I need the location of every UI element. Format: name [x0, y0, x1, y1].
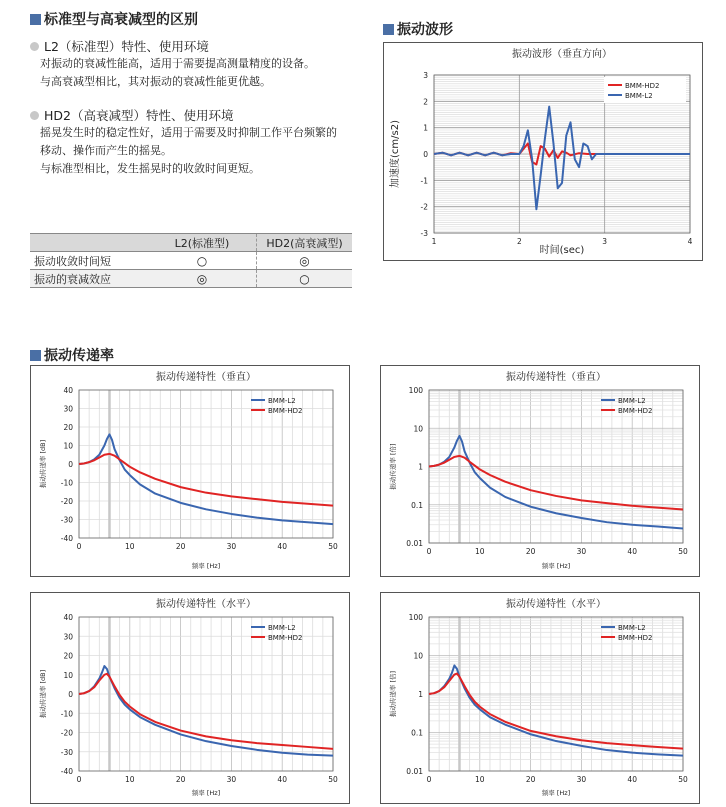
- x-tick-label: 10: [125, 542, 135, 551]
- y-tick-label: 10: [413, 424, 423, 434]
- x-tick-label: 20: [525, 775, 536, 784]
- y-tick-label: -30: [60, 747, 73, 757]
- table-header-cell: HD2(高衰减型): [257, 234, 353, 252]
- section-title-waveform: [383, 19, 453, 39]
- l2-line: 对振动的衰减性能高，适用于需要提高测量精度的设备。: [40, 57, 315, 70]
- y-tick-label: 100: [408, 386, 423, 395]
- y-tick-label: 10: [63, 670, 73, 680]
- x-tick-label: 30: [226, 542, 237, 551]
- y-tick-label: 0.1: [411, 500, 423, 510]
- legend-label: BMM-L2: [625, 92, 653, 100]
- y-tick-label: 1: [418, 690, 423, 699]
- y-axis-label: 振动传递率 [倍]: [389, 443, 397, 490]
- y-axis-label: 加速度(cm/s2): [390, 120, 401, 188]
- y-tick-label: -10: [60, 709, 73, 719]
- section-title-text: 标准型与高衰减型的区别: [44, 12, 198, 28]
- y-tick-label: 0: [68, 460, 73, 469]
- transmissibility-horizontal-log-box: [380, 592, 700, 804]
- transmissibility-vertical-log-box: [380, 365, 700, 577]
- y-tick-label: 1: [423, 123, 428, 133]
- series-line-bmm-l2: [79, 666, 333, 756]
- series-line-bmm-l2: [79, 434, 333, 524]
- series-line-bmm-l2: [429, 436, 683, 529]
- x-tick-label: 50: [328, 775, 338, 784]
- x-tick-label: 40: [277, 542, 287, 551]
- series-line-bmm-hd2: [79, 454, 333, 506]
- y-tick-label: 0: [68, 690, 73, 699]
- section-title-text: 振动波形: [397, 22, 453, 38]
- y-tick-label: 2: [423, 97, 428, 107]
- bullet-dot-icon: [30, 42, 39, 51]
- y-tick-label: -20: [60, 728, 73, 738]
- y-tick-label: 3: [423, 71, 428, 80]
- y-tick-label: 20: [63, 651, 73, 661]
- transmissibility-horizontal-db-chart: [31, 593, 349, 803]
- y-tick-label: 0.1: [411, 728, 423, 738]
- table-row: [30, 252, 352, 270]
- series-line-bmm-l2: [429, 666, 683, 756]
- legend-label: BMM-HD2: [625, 82, 660, 90]
- y-tick-label: 40: [63, 613, 73, 622]
- series-line-bmm-hd2: [429, 456, 683, 510]
- waveform-chart-box: [383, 42, 703, 261]
- legend-label: BMM-L2: [268, 624, 296, 632]
- y-axis-label: 振动传递率 [倍]: [389, 670, 397, 718]
- table-mark: ◎: [257, 252, 353, 270]
- y-tick-label: -10: [60, 478, 73, 488]
- chart-title: 振动传递特性（水平）: [506, 599, 606, 610]
- x-tick-label: 40: [277, 775, 287, 784]
- y-tick-label: -3: [420, 229, 428, 238]
- x-tick-label: 50: [678, 775, 688, 784]
- hd2-description: [40, 124, 337, 178]
- legend-label: BMM-L2: [618, 624, 646, 632]
- x-tick-label: 2: [516, 237, 522, 246]
- l2-line: 与高衰减型相比，其对振动的衰减性能更优越。: [40, 75, 271, 88]
- x-tick-label: 0: [426, 547, 432, 556]
- x-tick-label: 3: [602, 237, 608, 246]
- y-axis-label: 振动传递率 [dB]: [39, 439, 47, 489]
- l2-description: [40, 55, 315, 91]
- legend-label: BMM-HD2: [618, 407, 653, 415]
- y-tick-label: 10: [413, 651, 423, 661]
- hd2-line: 与标准型相比，发生摇晃时的收敛时间更短。: [40, 162, 260, 175]
- y-tick-label: 100: [408, 613, 423, 622]
- transmissibility-horizontal-log-chart: [381, 593, 699, 803]
- y-tick-label: -40: [60, 534, 73, 543]
- x-tick-label: 10: [125, 775, 135, 784]
- x-tick-label: 10: [475, 547, 485, 556]
- bullet-dot-icon: [30, 111, 39, 120]
- table-mark: ◎: [148, 270, 257, 288]
- y-tick-label: -30: [60, 515, 73, 525]
- hd2-line: 摇晃发生时的稳定性好，适用于需要及时抑制工作平台频繁的: [40, 126, 337, 139]
- x-tick-label: 0: [426, 775, 432, 784]
- x-tick-label: 40: [627, 547, 637, 556]
- x-tick-label: 30: [226, 775, 237, 784]
- x-tick-label: 1: [431, 237, 437, 246]
- hd2-heading: [30, 106, 233, 124]
- y-tick-label: 0: [423, 150, 428, 159]
- y-tick-label: -1: [420, 176, 428, 186]
- x-axis-label: 频率 [Hz]: [191, 789, 221, 797]
- x-tick-label: 20: [525, 547, 536, 556]
- table-row-label: 振动的衰减效应: [30, 270, 148, 288]
- table-header-row: [30, 234, 352, 252]
- chart-title: 振动波形（垂直方向）: [512, 49, 612, 60]
- section-title-comparison: [30, 9, 198, 29]
- x-tick-label: 10: [475, 775, 485, 784]
- table-header-cell: L2(标准型): [148, 234, 257, 252]
- y-tick-label: 10: [63, 441, 73, 451]
- square-bullet-icon: [30, 14, 41, 25]
- chart-title: 振动传递特性（垂直）: [156, 372, 256, 383]
- section-title-text: 振动传递率: [44, 348, 114, 364]
- x-axis-label: 频率 [Hz]: [541, 789, 571, 797]
- y-tick-label: 30: [63, 632, 73, 642]
- x-tick-label: 40: [627, 775, 637, 784]
- x-axis-label: 频率 [Hz]: [541, 562, 571, 570]
- waveform-chart: [384, 43, 702, 260]
- y-tick-label: 1: [418, 462, 423, 472]
- section-title-transmissibility: [30, 345, 114, 365]
- x-axis-label: 时间(sec): [539, 245, 585, 256]
- legend-label: BMM-HD2: [268, 634, 303, 642]
- y-tick-label: 0.01: [406, 767, 423, 776]
- hd2-line: 移动、操作而产生的摇晃。: [40, 144, 172, 157]
- x-axis-label: 频率 [Hz]: [191, 562, 221, 570]
- y-tick-label: 40: [63, 386, 73, 395]
- transmissibility-vertical-log-chart: [381, 366, 699, 576]
- table-row-label: 振动收敛时间短: [30, 252, 148, 270]
- table-header-cell: [30, 234, 148, 252]
- x-tick-label: 4: [687, 237, 693, 246]
- chart-title: 振动传递特性（水平）: [156, 599, 256, 610]
- y-tick-label: 20: [63, 423, 73, 432]
- y-tick-label: -20: [60, 497, 73, 506]
- x-tick-label: 0: [76, 542, 82, 551]
- x-tick-label: 50: [678, 547, 688, 556]
- legend-label: BMM-HD2: [618, 634, 653, 642]
- series-line-bmm-hd2: [79, 674, 333, 749]
- x-tick-label: 20: [175, 775, 186, 784]
- legend-label: BMM-HD2: [268, 407, 303, 415]
- chart-title: 振动传递特性（垂直）: [506, 372, 606, 383]
- x-tick-label: 30: [576, 775, 587, 784]
- legend-label: BMM-L2: [268, 397, 296, 405]
- square-bullet-icon: [30, 350, 41, 361]
- table-row: [30, 270, 352, 288]
- comparison-table: [30, 233, 352, 288]
- y-tick-label: -2: [420, 202, 428, 212]
- y-tick-label: 0.01: [406, 539, 423, 548]
- table-mark: ○: [148, 252, 257, 270]
- y-tick-label: -40: [60, 767, 73, 776]
- x-tick-label: 0: [76, 775, 82, 784]
- hd2-heading-text: HD2（高衰减型）特性、使用环境: [44, 108, 234, 123]
- y-axis-label: 振动传递率 [dB]: [39, 669, 47, 719]
- y-tick-label: 30: [63, 404, 73, 414]
- l2-heading-text: L2（标准型）特性、使用环境: [44, 39, 209, 54]
- transmissibility-vertical-db-chart: [31, 366, 349, 576]
- l2-heading: [30, 37, 209, 55]
- x-tick-label: 20: [175, 542, 186, 551]
- transmissibility-vertical-db-box: [30, 365, 350, 577]
- square-bullet-icon: [383, 24, 394, 35]
- x-tick-label: 50: [328, 542, 338, 551]
- transmissibility-horizontal-db-box: [30, 592, 350, 804]
- series-line-bmm-hd2: [429, 674, 683, 749]
- legend-label: BMM-L2: [618, 397, 646, 405]
- x-tick-label: 30: [576, 547, 587, 556]
- table-mark: ○: [257, 270, 353, 288]
